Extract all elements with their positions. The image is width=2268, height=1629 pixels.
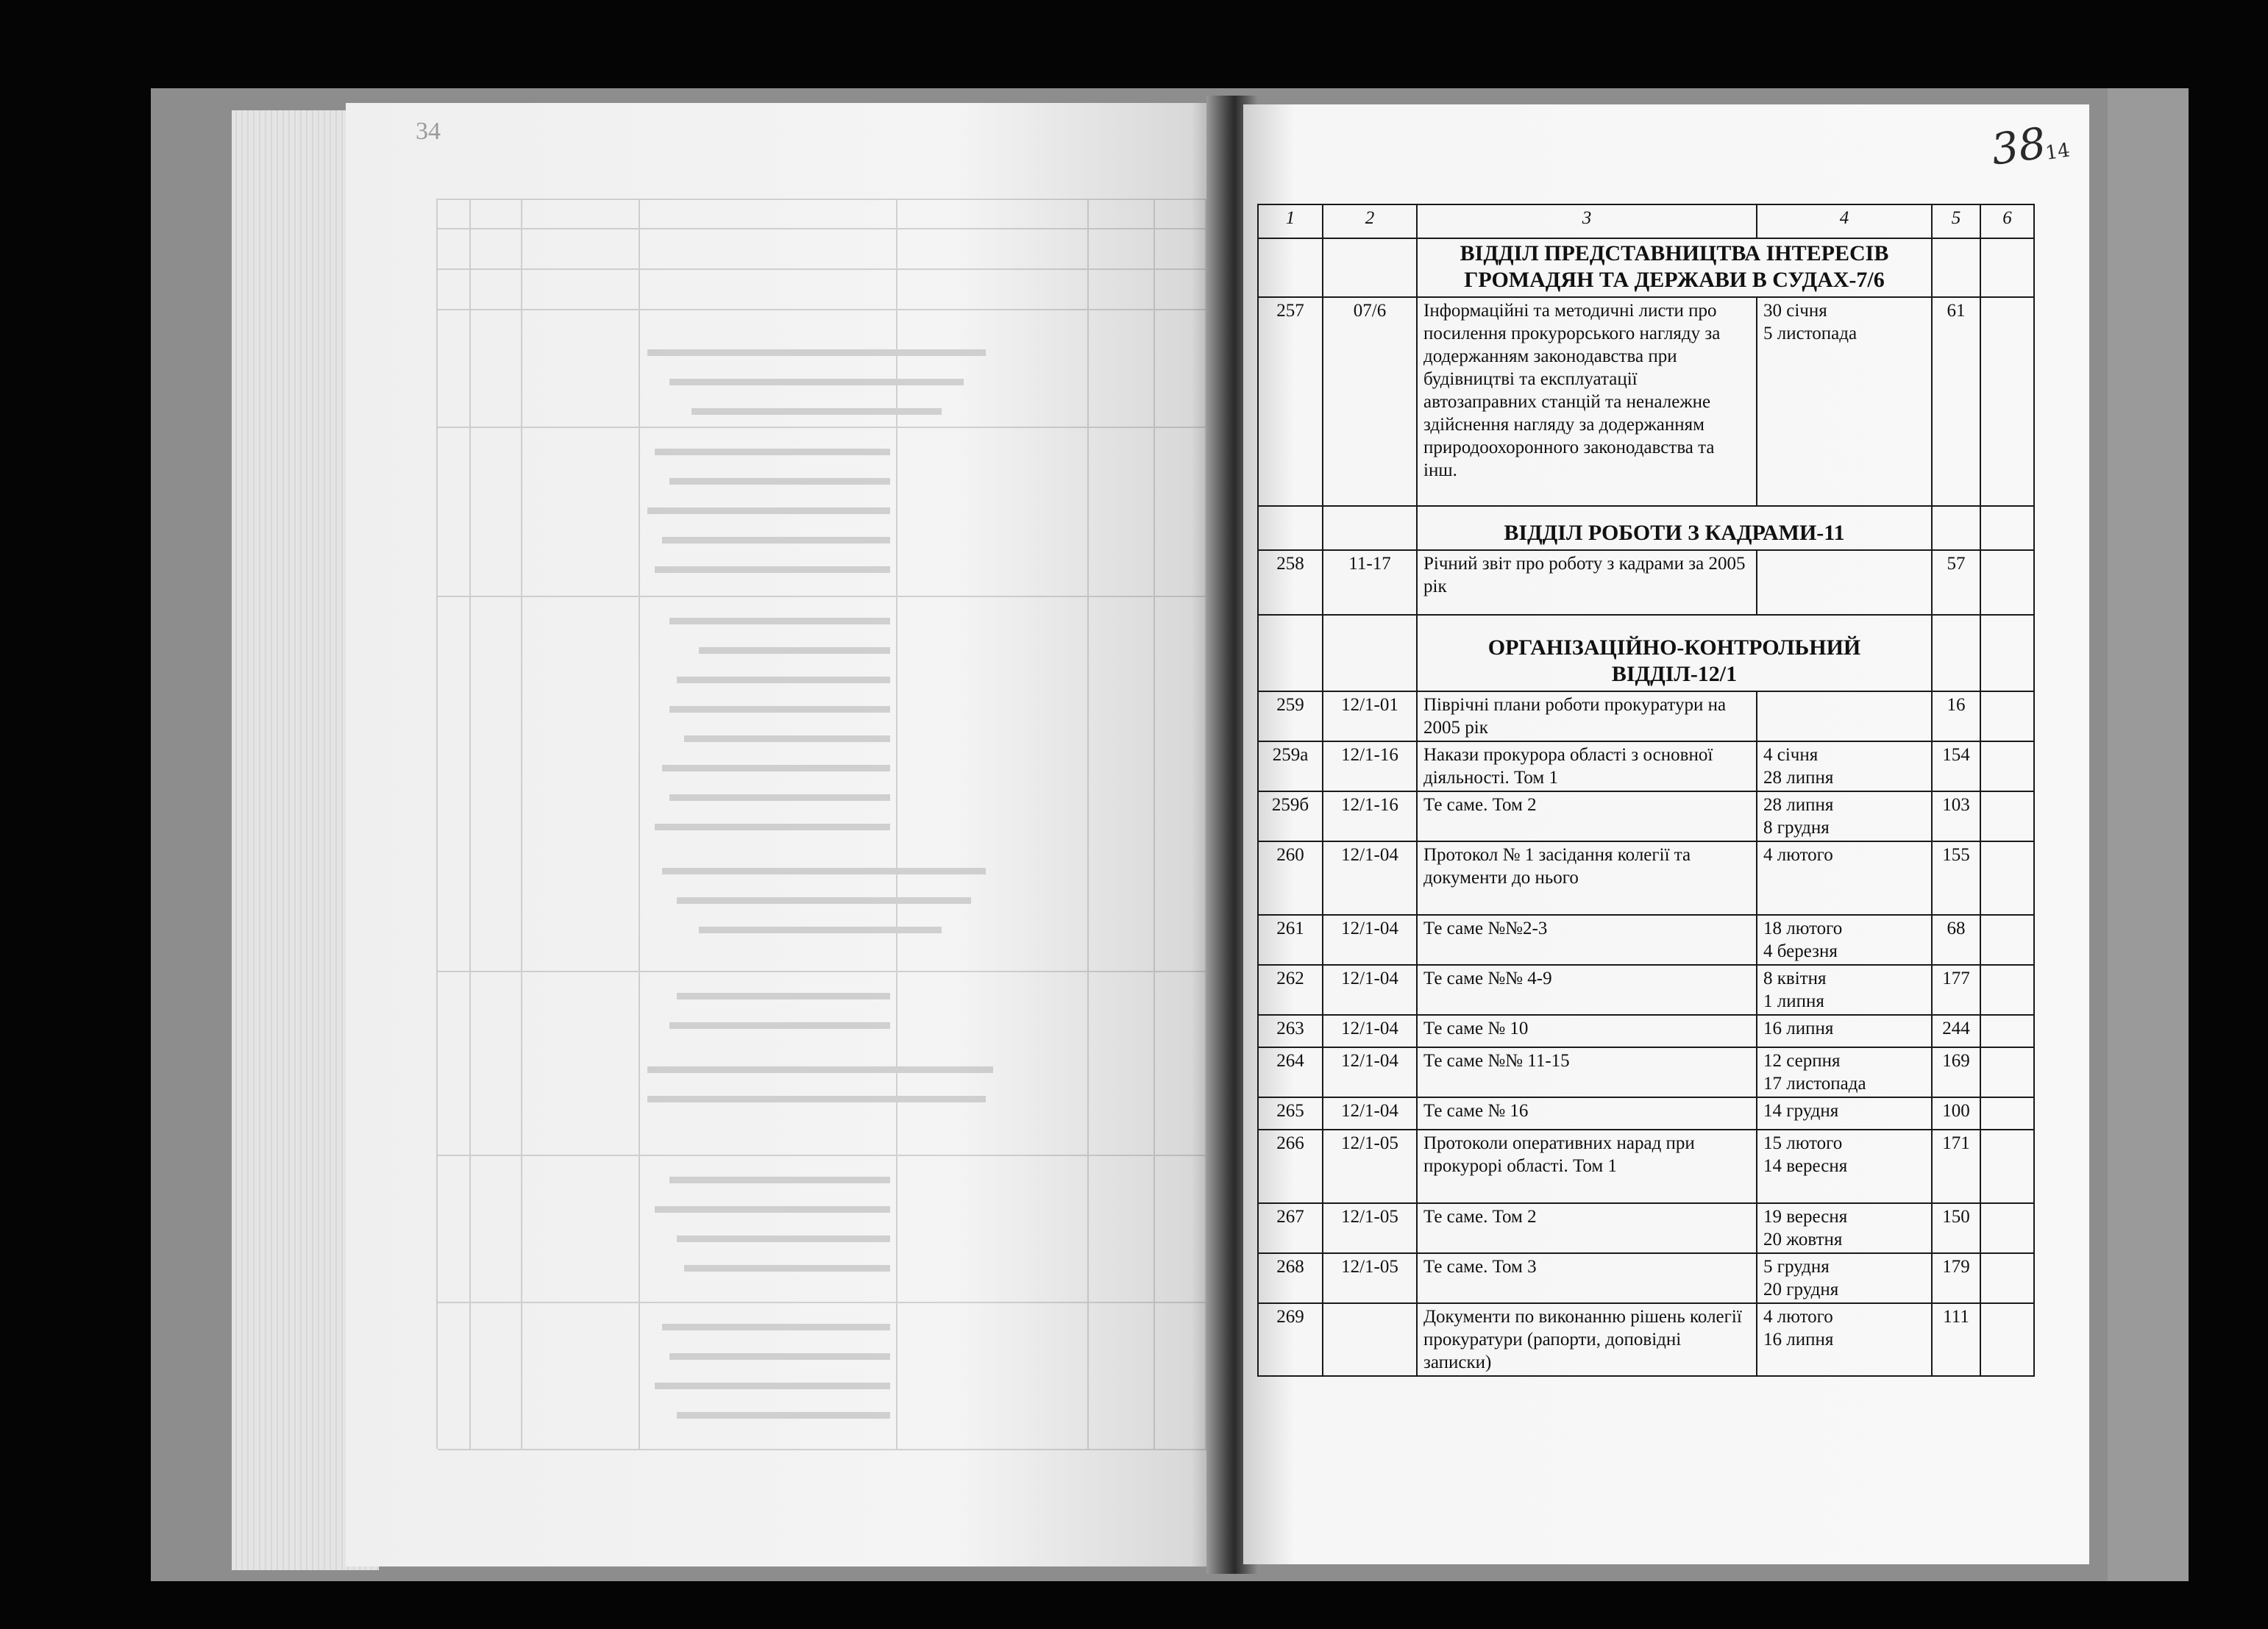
column-number: 1 (1258, 204, 1323, 238)
file-code: 12/1-04 (1323, 841, 1417, 915)
item-number: 268 (1258, 1253, 1323, 1303)
table-row (1258, 691, 2034, 741)
date-to: 17 листопада (1763, 1074, 1866, 1094)
note (1980, 691, 2034, 741)
item-title: Те саме. Том 2 (1417, 1203, 1757, 1253)
item-title: Піврічні плани роботи прокуратури на 2005 рік (1417, 691, 1757, 741)
note (1980, 1047, 2034, 1097)
date-range (1757, 691, 1932, 741)
date-from: 12 серпня (1763, 1051, 1841, 1071)
date-range (1757, 297, 1932, 506)
item-title: Протоколи оперативних нарад при прокурорі області. Том 1 (1417, 1130, 1757, 1203)
page-count: 155 (1932, 841, 1980, 915)
page-count: 154 (1932, 741, 1980, 791)
date-range (1757, 550, 1932, 615)
item-title: Те саме № 10 (1417, 1015, 1757, 1047)
file-code: 12/1-04 (1323, 1097, 1417, 1130)
file-code: 12/1-04 (1323, 1015, 1417, 1047)
file-code: 12/1-05 (1323, 1130, 1417, 1203)
item-number: 261 (1258, 915, 1323, 965)
item-title: Те саме №№ 4-9 (1417, 965, 1757, 1015)
empty-cell (1323, 238, 1417, 297)
item-title: Те саме. Том 2 (1417, 791, 1757, 841)
note (1980, 1253, 2034, 1303)
item-number: 258 (1258, 550, 1323, 615)
section-header-row (1258, 238, 2034, 297)
item-title: Те саме №№2-3 (1417, 915, 1757, 965)
file-code: 11-17 (1323, 550, 1417, 615)
note (1980, 915, 2034, 965)
date-range (1757, 1130, 1932, 1203)
register-body (1258, 238, 2034, 1376)
page-count: 244 (1932, 1015, 1980, 1047)
date-range (1757, 1303, 1932, 1376)
column-number: 3 (1417, 204, 1757, 238)
file-code: 12/1-05 (1323, 1253, 1417, 1303)
note (1980, 297, 2034, 506)
note (1980, 1203, 2034, 1253)
page-count: 57 (1932, 550, 1980, 615)
note (1980, 965, 2034, 1015)
column-number: 4 (1757, 204, 1932, 238)
page-count: 150 (1932, 1203, 1980, 1253)
date-range (1757, 841, 1932, 915)
column-number: 6 (1980, 204, 2034, 238)
empty-cell (1980, 506, 2034, 550)
table-row (1258, 791, 2034, 841)
file-code: 12/1-16 (1323, 791, 1417, 841)
item-number: 269 (1258, 1303, 1323, 1376)
file-code: 12/1-04 (1323, 1047, 1417, 1097)
date-range (1757, 1015, 1932, 1047)
date-from: 5 грудня (1763, 1257, 1830, 1277)
empty-cell (1932, 238, 1980, 297)
item-title: Накази прокурора області з основної діяльності. Том 1 (1417, 741, 1757, 791)
item-title: Те саме № 16 (1417, 1097, 1757, 1130)
table-row (1258, 1130, 2034, 1203)
table-row (1258, 1015, 2034, 1047)
page-count: 179 (1932, 1253, 1980, 1303)
table-row (1258, 1097, 2034, 1130)
page-count: 177 (1932, 965, 1980, 1015)
item-title: Документи по виконанню рішень колегії прокуратури (рапорти, доповідні записки) (1417, 1303, 1757, 1376)
empty-cell (1258, 238, 1323, 297)
date-from: 30 січня (1763, 301, 1827, 321)
date-range (1757, 1203, 1932, 1253)
date-to: 5 листопада (1763, 324, 1858, 343)
table-row (1258, 1303, 2034, 1376)
date-from: 28 липня (1763, 795, 1834, 815)
file-code: 07/6 (1323, 297, 1417, 506)
item-number: 262 (1258, 965, 1323, 1015)
page-count: 169 (1932, 1047, 1980, 1097)
file-code (1323, 1303, 1417, 1376)
item-number: 264 (1258, 1047, 1323, 1097)
item-number: 263 (1258, 1015, 1323, 1047)
date-range (1757, 915, 1932, 965)
item-title: Те саме №№ 11-15 (1417, 1047, 1757, 1097)
date-to: 14 вересня (1763, 1156, 1848, 1176)
table-row (1258, 550, 2034, 615)
column-number-row (1258, 204, 2034, 238)
page-count: 61 (1932, 297, 1980, 506)
page-count: 100 (1932, 1097, 1980, 1130)
folio-main: 38 (1988, 118, 2050, 175)
date-from: 4 січня (1763, 745, 1819, 765)
empty-cell (1980, 615, 2034, 691)
page-count: 103 (1932, 791, 1980, 841)
page-count: 16 (1932, 691, 1980, 741)
table-row (1258, 1047, 2034, 1097)
item-title: Річний звіт про роботу з кадрами за 2005 рік (1417, 550, 1757, 615)
item-number: 260 (1258, 841, 1323, 915)
date-from: 15 лютого (1763, 1133, 1843, 1153)
date-to: 20 жовтня (1763, 1230, 1843, 1250)
column-number: 2 (1323, 204, 1417, 238)
folio-number (1988, 113, 2081, 187)
empty-cell (1323, 506, 1417, 550)
date-range (1757, 741, 1932, 791)
table-row (1258, 965, 2034, 1015)
right-page (1243, 104, 2089, 1564)
empty-cell (1932, 615, 1980, 691)
date-from: 14 грудня (1763, 1101, 1839, 1121)
empty-cell (1932, 506, 1980, 550)
cover-edge (2108, 88, 2189, 1581)
date-to: 8 грудня (1763, 818, 1830, 838)
note (1980, 791, 2034, 841)
date-from: 18 лютого (1763, 919, 1843, 938)
table-row (1258, 915, 2034, 965)
column-number: 5 (1932, 204, 1980, 238)
table-row (1258, 1253, 2034, 1303)
section-header-row (1258, 506, 2034, 550)
date-range (1757, 1047, 1932, 1097)
file-code: 12/1-01 (1323, 691, 1417, 741)
item-number: 259а (1258, 741, 1323, 791)
item-number: 265 (1258, 1097, 1323, 1130)
section-title: ОРГАНІЗАЦІЙНО-КОНТРОЛЬНИЙ ВІДДІЛ-12/1 (1417, 615, 1932, 691)
table-row (1258, 297, 2034, 506)
section-title: ВІДДІЛ ПРЕДСТАВНИЦТВА ІНТЕРЕСІВ ГРОМАДЯН ТА ДЕРЖАВИ В СУДАХ-7/6 (1417, 238, 1932, 297)
empty-cell (1258, 615, 1323, 691)
left-page (346, 103, 1217, 1566)
date-from: 8 квітня (1763, 969, 1827, 988)
item-number: 259б (1258, 791, 1323, 841)
empty-cell (1980, 238, 2034, 297)
page-count: 111 (1932, 1303, 1980, 1376)
item-title: Протокол № 1 засідання колегії та документи до нього (1417, 841, 1757, 915)
date-range (1757, 791, 1932, 841)
date-from: 4 лютого (1763, 1307, 1833, 1327)
date-to: 28 липня (1763, 768, 1834, 788)
file-code: 12/1-16 (1323, 741, 1417, 791)
note (1980, 841, 2034, 915)
page-count: 68 (1932, 915, 1980, 965)
file-code: 12/1-04 (1323, 915, 1417, 965)
table-row (1258, 841, 2034, 915)
section-title: ВІДДІЛ РОБОТИ З КАДРАМИ-11 (1417, 506, 1932, 550)
date-range (1757, 1097, 1932, 1130)
item-number: 259 (1258, 691, 1323, 741)
note (1980, 550, 2034, 615)
date-to: 20 грудня (1763, 1280, 1839, 1300)
date-to: 4 березня (1763, 941, 1838, 961)
empty-cell (1258, 506, 1323, 550)
empty-cell (1323, 615, 1417, 691)
table-row (1258, 741, 2034, 791)
note (1980, 1097, 2034, 1130)
item-title: Те саме. Том 3 (1417, 1253, 1757, 1303)
date-from: 19 вересня (1763, 1207, 1848, 1227)
date-to: 1 липня (1763, 991, 1824, 1011)
item-number: 267 (1258, 1203, 1323, 1253)
section-header-row (1258, 615, 2034, 691)
file-code: 12/1-04 (1323, 965, 1417, 1015)
item-number: 266 (1258, 1130, 1323, 1203)
note (1980, 741, 2034, 791)
table-row (1258, 1203, 2034, 1253)
page-count: 171 (1932, 1130, 1980, 1203)
date-to: 16 липня (1763, 1330, 1834, 1350)
bleed-through-table (438, 199, 1206, 1449)
folio-sub: 14 (2044, 139, 2072, 165)
left-page-mark: 34 (416, 118, 441, 145)
date-range (1757, 1253, 1932, 1303)
date-from: 4 лютого (1763, 845, 1833, 865)
note (1980, 1303, 2034, 1376)
item-number: 257 (1258, 297, 1323, 506)
note (1980, 1015, 2034, 1047)
register-table (1257, 204, 2035, 1377)
file-code: 12/1-05 (1323, 1203, 1417, 1253)
date-from: 16 липня (1763, 1019, 1834, 1038)
note (1980, 1130, 2034, 1203)
item-title: Інформаційні та методичні листи про посилення прокурорського нагляду за додержанням законодавства при будівництві та експлуатації автозаправних станцій та неналежне здійснення нагляду за додержанням природоохоронного законодавства та інш. (1417, 297, 1757, 506)
date-range (1757, 965, 1932, 1015)
